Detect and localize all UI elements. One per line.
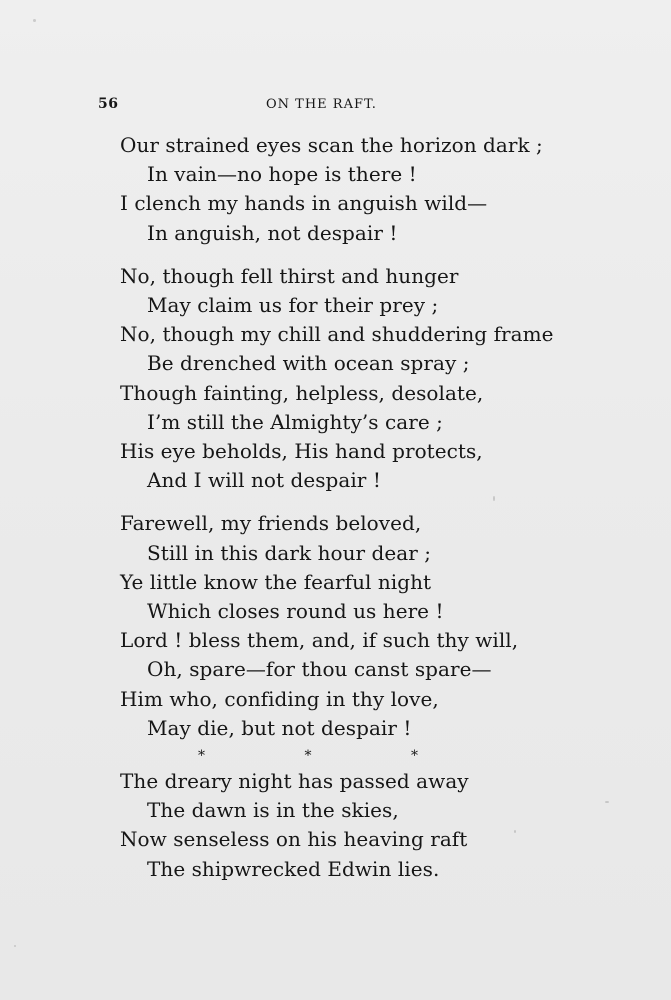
poem-line: The dawn is in the skies, [147,798,399,823]
separator-star: * [198,748,205,765]
poem-line: His eye beholds, His hand protects, [120,439,483,464]
separator-star: * [304,748,312,765]
stanza [120,131,590,248]
stanza [120,767,590,884]
poem-line: In vain—no hope is there ! [147,162,417,187]
poem-line: Oh, spare—for thou canst spare— [147,657,492,682]
page-header [98,96,568,116]
poem-line: Farewell, my friends beloved, [120,511,422,536]
poem-line: The dreary night has passed away [120,769,469,794]
stanza [120,262,590,496]
poem-line: I clench my hands in anguish wild— [120,191,488,216]
page-number: 56 [98,96,119,112]
poem-line: Our strained eyes scan the horizon dark ; [120,133,543,157]
separator-star: * [411,748,418,765]
paper-speck [14,945,16,947]
poem-line: Still in this dark hour dear ; [147,540,432,565]
poem-line: Though fainting, helpless, desolate, [120,380,484,405]
poem-line: In anguish, not despair ! [147,220,398,245]
poem-line: Now senseless on his heaving raft [120,827,468,852]
poem-line: No, though my chill and shuddering frame [120,322,554,347]
poem-line: Ye little know the fearful night [120,569,432,594]
poem [120,131,590,884]
poem-line: I’m still the Almighty’s care ; [147,409,443,434]
poem-line: And I will not despair ! [147,468,381,493]
poem-line: No, though fell thirst and hunger [120,263,459,288]
poem-line: Which closes round us here ! [147,599,444,624]
section-separator [198,749,418,763]
poem-line: Lord ! bless them, and, if such thy will, [120,628,519,653]
poem-line: Be drenched with ocean spray ; [147,351,470,376]
stanza [120,509,590,743]
poem-line: May die, but not despair ! [147,715,412,740]
poem-line: May claim us for their prey ; [147,293,439,318]
paper-speck [605,801,609,803]
running-head: ON THE RAFT. [266,97,377,112]
paper-speck [33,19,36,22]
poem-line: The shipwrecked Edwin lies. [147,856,440,881]
poem-line: Him who, confiding in thy love, [120,686,439,711]
